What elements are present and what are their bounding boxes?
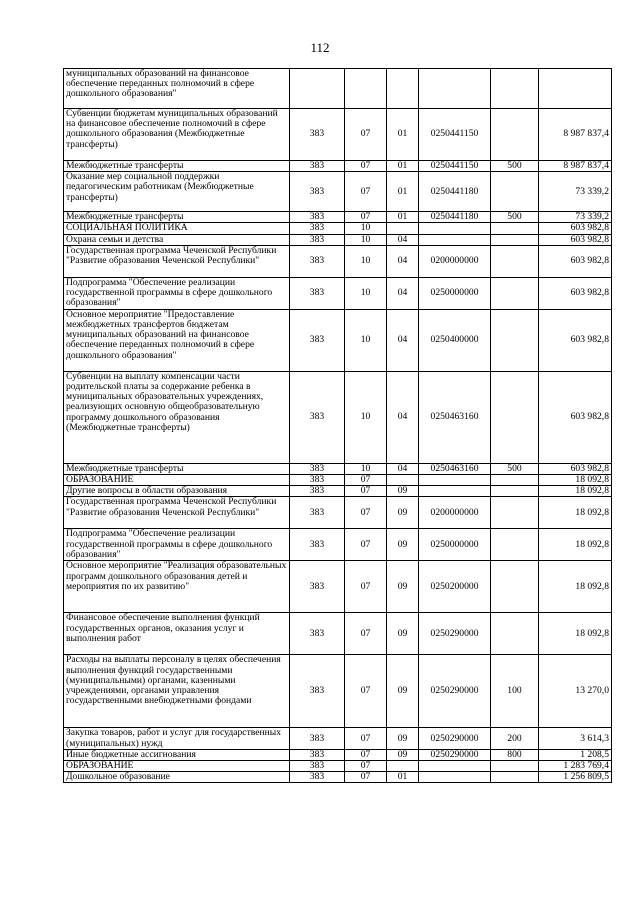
row-section-code: 07 [345, 109, 387, 161]
row-name: Подпрограмма "Обеспечение реализации государственной программы в сфере дошкольного образования" [64, 277, 290, 309]
row-expense-type [491, 761, 539, 772]
row-section-code: 07 [345, 486, 387, 497]
row-subsection-code: 01 [387, 109, 419, 161]
table-row [64, 529, 612, 561]
row-expense-type [491, 486, 539, 497]
row-target-article [419, 772, 491, 783]
row-amount: 18 092,8 [539, 475, 612, 486]
row-name: Иные бюджетные ассигнования [64, 749, 290, 760]
row-subsection-code: 09 [387, 497, 419, 529]
row-target-article: 0250441150 [419, 109, 491, 161]
row-grbs-code: 383 [290, 655, 345, 728]
row-grbs-code: 383 [290, 529, 345, 561]
row-name: Межбюджетные трансферты [64, 212, 290, 223]
row-name: Оказание мер социальной поддержки педагогическим работникам (Межбюджетные трансферты) [64, 172, 290, 212]
row-expense-type: 100 [491, 655, 539, 728]
row-grbs-code: 383 [290, 172, 345, 212]
row-name: Государственная программа Чеченской Республики "Развитие образования Чеченской Республики" [64, 245, 290, 277]
row-grbs-code: 383 [290, 309, 345, 371]
row-section-code: 07 [345, 728, 387, 749]
row-target-article [419, 69, 491, 109]
row-target-article: 0250290000 [419, 749, 491, 760]
table-row [64, 161, 612, 172]
row-expense-type: 800 [491, 749, 539, 760]
row-section-code: 07 [345, 475, 387, 486]
row-grbs-code: 383 [290, 761, 345, 772]
row-name: Основное мероприятие "Предоставление межбюджетных трансфертов бюджетам муниципальных образований на финансовое обеспечение переданных полномочий в сфере дошкольного образования" [64, 309, 290, 371]
row-grbs-code: 383 [290, 486, 345, 497]
row-subsection-code: 04 [387, 277, 419, 309]
row-target-article: 0250463160 [419, 463, 491, 474]
row-grbs-code: 383 [290, 728, 345, 749]
row-section-code: 10 [345, 223, 387, 234]
row-amount: 18 092,8 [539, 561, 612, 613]
table-row [64, 109, 612, 161]
row-subsection-code: 09 [387, 561, 419, 613]
row-subsection-code: 04 [387, 309, 419, 371]
row-subsection-code: 01 [387, 161, 419, 172]
row-grbs-code: 383 [290, 463, 345, 474]
row-subsection-code [387, 475, 419, 486]
row-amount: 1 256 809,5 [539, 772, 612, 783]
table-row [64, 69, 612, 109]
table-row [64, 309, 612, 371]
table-row [64, 463, 612, 474]
row-expense-type [491, 69, 539, 109]
row-section-code: 07 [345, 749, 387, 760]
row-amount: 73 339,2 [539, 172, 612, 212]
row-grbs-code: 383 [290, 277, 345, 309]
row-name: Субвенции бюджетам муниципальных образований на финансовое обеспечение полномочий в сфере дошкольного образования (Межбюджетные трансферты) [64, 109, 290, 161]
row-grbs-code: 383 [290, 212, 345, 223]
row-grbs-code: 383 [290, 772, 345, 783]
row-section-code: 07 [345, 172, 387, 212]
table-row [64, 497, 612, 529]
row-subsection-code [387, 761, 419, 772]
row-grbs-code: 383 [290, 475, 345, 486]
row-amount [539, 69, 612, 109]
row-name: Подпрограмма "Обеспечение реализации государственной программы в сфере дошкольного образования" [64, 529, 290, 561]
row-expense-type [491, 529, 539, 561]
row-name: ОБРАЗОВАНИЕ [64, 761, 290, 772]
table-row [64, 371, 612, 463]
row-section-code: 10 [345, 309, 387, 371]
row-grbs-code: 383 [290, 234, 345, 245]
row-subsection-code: 09 [387, 749, 419, 760]
row-target-article: 0250441180 [419, 172, 491, 212]
row-grbs-code: 383 [290, 561, 345, 613]
row-subsection-code: 01 [387, 772, 419, 783]
row-name: Расходы на выплаты персоналу в целях обеспечения выполнения функций государственными (муниципальными) органами, казенными учреждениями, органами управления государственными внебюджетными фондами [64, 655, 290, 728]
row-grbs-code: 383 [290, 245, 345, 277]
row-expense-type [491, 109, 539, 161]
row-amount: 73 339,2 [539, 212, 612, 223]
row-expense-type [491, 475, 539, 486]
table-row [64, 212, 612, 223]
table-row [64, 223, 612, 234]
row-section-code: 10 [345, 245, 387, 277]
row-section-code: 07 [345, 561, 387, 613]
row-section-code: 07 [345, 497, 387, 529]
row-name: Межбюджетные трансферты [64, 161, 290, 172]
row-amount: 8 987 837,4 [539, 109, 612, 161]
row-expense-type: 500 [491, 463, 539, 474]
row-subsection-code: 09 [387, 486, 419, 497]
row-subsection-code: 09 [387, 728, 419, 749]
row-name: Субвенции на выплату компенсации части родительской платы за содержание ребенка в муниципальных образовательных учреждениях, реализующих основную общеобразовательную программу дошкольного образования (Межбюджетные трансферты) [64, 371, 290, 463]
row-name: ОБРАЗОВАНИЕ [64, 475, 290, 486]
row-amount: 3 614,3 [539, 728, 612, 749]
row-expense-type [491, 245, 539, 277]
budget-table [63, 68, 612, 783]
row-grbs-code: 383 [290, 613, 345, 655]
table-row [64, 749, 612, 760]
row-grbs-code: 383 [290, 371, 345, 463]
table-row [64, 486, 612, 497]
row-grbs-code: 383 [290, 161, 345, 172]
row-expense-type [491, 277, 539, 309]
row-name: Дошкольное образование [64, 772, 290, 783]
row-subsection-code: 04 [387, 463, 419, 474]
table-row [64, 245, 612, 277]
table-row [64, 234, 612, 245]
row-target-article: 0250463160 [419, 371, 491, 463]
row-expense-type [491, 497, 539, 529]
row-target-article: 0200000000 [419, 245, 491, 277]
row-grbs-code: 383 [290, 497, 345, 529]
row-target-article [419, 475, 491, 486]
row-subsection-code: 01 [387, 212, 419, 223]
table-row [64, 475, 612, 486]
row-amount: 1 283 769,4 [539, 761, 612, 772]
row-expense-type [491, 223, 539, 234]
row-expense-type [491, 613, 539, 655]
row-target-article: 0250441180 [419, 212, 491, 223]
row-target-article: 0250200000 [419, 561, 491, 613]
row-amount: 603 982,8 [539, 309, 612, 371]
table-row [64, 613, 612, 655]
row-subsection-code: 04 [387, 234, 419, 245]
row-subsection-code: 09 [387, 655, 419, 728]
row-section-code: 10 [345, 371, 387, 463]
row-expense-type [491, 172, 539, 212]
row-amount: 603 982,8 [539, 277, 612, 309]
table-row [64, 728, 612, 749]
row-name: муниципальных образований на финансовое обеспечение переданных полномочий в сфере дошкольного образования" [64, 69, 290, 109]
row-expense-type: 200 [491, 728, 539, 749]
row-section-code [345, 69, 387, 109]
row-target-article [419, 223, 491, 234]
row-section-code: 07 [345, 772, 387, 783]
row-grbs-code: 383 [290, 109, 345, 161]
row-name: Другие вопросы в области образования [64, 486, 290, 497]
row-target-article: 0250400000 [419, 309, 491, 371]
budget-table-body [64, 69, 612, 783]
row-name: Финансовое обеспечение выполнения функций государственных органов, оказания услуг и выполнения работ [64, 613, 290, 655]
row-target-article: 0250000000 [419, 277, 491, 309]
row-subsection-code: 09 [387, 529, 419, 561]
table-row [64, 172, 612, 212]
row-amount: 18 092,8 [539, 529, 612, 561]
row-expense-type: 500 [491, 161, 539, 172]
row-subsection-code: 04 [387, 245, 419, 277]
row-amount: 603 982,8 [539, 234, 612, 245]
page-number: 112 [310, 40, 330, 55]
row-name: Закупка товаров, работ и услуг для государственных (муниципальных) нужд [64, 728, 290, 749]
row-section-code: 07 [345, 613, 387, 655]
row-section-code: 07 [345, 212, 387, 223]
row-amount: 603 982,8 [539, 223, 612, 234]
table-row [64, 655, 612, 728]
row-name: Межбюджетные трансферты [64, 463, 290, 474]
row-target-article: 0200000000 [419, 497, 491, 529]
row-amount: 8 987 837,4 [539, 161, 612, 172]
row-section-code: 07 [345, 529, 387, 561]
row-subsection-code [387, 223, 419, 234]
row-target-article [419, 234, 491, 245]
table-row [64, 277, 612, 309]
row-amount: 1 208,5 [539, 749, 612, 760]
row-target-article: 0250290000 [419, 655, 491, 728]
row-grbs-code: 383 [290, 223, 345, 234]
row-amount: 18 092,8 [539, 497, 612, 529]
row-target-article [419, 761, 491, 772]
row-subsection-code: 04 [387, 371, 419, 463]
row-expense-type [491, 309, 539, 371]
row-grbs-code [290, 69, 345, 109]
row-section-code: 07 [345, 655, 387, 728]
row-amount: 13 270,0 [539, 655, 612, 728]
row-expense-type [491, 561, 539, 613]
table-row [64, 772, 612, 783]
row-target-article: 0250290000 [419, 728, 491, 749]
row-name: Государственная программа Чеченской Республики "Развитие образования Чеченской Республики" [64, 497, 290, 529]
row-section-code: 07 [345, 161, 387, 172]
row-expense-type [491, 772, 539, 783]
row-amount: 603 982,8 [539, 463, 612, 474]
row-section-code: 10 [345, 277, 387, 309]
row-expense-type [491, 234, 539, 245]
row-subsection-code [387, 69, 419, 109]
row-amount: 18 092,8 [539, 486, 612, 497]
table-row [64, 561, 612, 613]
row-grbs-code: 383 [290, 749, 345, 760]
row-section-code: 10 [345, 234, 387, 245]
row-expense-type: 500 [491, 212, 539, 223]
row-subsection-code: 09 [387, 613, 419, 655]
row-expense-type [491, 371, 539, 463]
row-amount: 603 982,8 [539, 371, 612, 463]
row-target-article: 0250290000 [419, 613, 491, 655]
row-target-article: 0250441150 [419, 161, 491, 172]
row-name: СОЦИАЛЬНАЯ ПОЛИТИКА [64, 223, 290, 234]
row-subsection-code: 01 [387, 172, 419, 212]
table-row [64, 761, 612, 772]
row-name: Основное мероприятие "Реализация образовательных программ дошкольного образования детей и мероприятия по их развитию" [64, 561, 290, 613]
row-amount: 603 982,8 [539, 245, 612, 277]
row-section-code: 10 [345, 463, 387, 474]
row-amount: 18 092,8 [539, 613, 612, 655]
row-target-article: 0250000000 [419, 529, 491, 561]
row-target-article [419, 486, 491, 497]
row-section-code: 07 [345, 761, 387, 772]
row-name: Охрана семьи и детства [64, 234, 290, 245]
